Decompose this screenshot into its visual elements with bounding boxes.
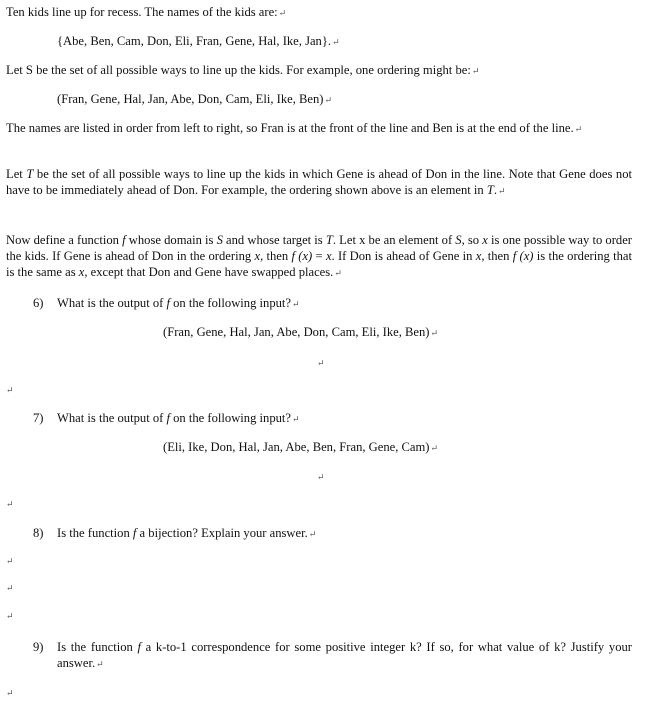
names-set: [57, 33, 340, 50]
paragraph-mark: ↵: [292, 299, 300, 309]
question-text: Is the function f a bijection? Explain your answer.↵: [57, 526, 317, 540]
intro-text: Ten kids line up for recess. The names of the kids are:: [6, 5, 278, 19]
question-number: 6): [33, 296, 44, 310]
paragraph-mark: ↵: [332, 37, 340, 47]
paragraph-mark: ↵: [317, 472, 325, 482]
paragraph-mark: ↵: [6, 499, 14, 509]
order-explanation-text: The names are listed in order from left to right, so Fran is at the front of the line and Ben is at the end of the line.: [6, 121, 574, 135]
example-ordering: [57, 91, 332, 108]
paragraph-mark: ↵: [6, 611, 14, 621]
paragraph-mark: ↵: [6, 583, 14, 593]
paragraph-mark: ↵: [292, 414, 300, 424]
s-definition-text: Let S be the set of all possible ways to line up the kids. For example, one ordering might be:: [6, 63, 471, 77]
s-definition: [6, 62, 632, 79]
example-ordering-text: (Fran, Gene, Hal, Jan, Abe, Don, Cam, Eli, Ike, Ben): [57, 92, 324, 106]
paragraph-mark: ↵: [498, 186, 506, 196]
paragraph-mark: ↵: [430, 443, 439, 453]
paragraph-mark: ↵: [471, 66, 480, 76]
paragraph-mark: ↵: [6, 688, 14, 698]
intro-paragraph: [6, 4, 632, 21]
question-number: 8): [33, 526, 44, 540]
paragraph-mark: ↵: [308, 529, 317, 539]
question-number: 9): [33, 640, 44, 654]
paragraph-mark: ↵: [324, 95, 333, 105]
paragraph-mark: ↵: [96, 659, 104, 669]
order-explanation: [6, 120, 632, 137]
paragraph-mark: ↵: [6, 556, 14, 566]
t-definition: Let T be the set of all possible ways to line up the kids in which Gene is ahead of Don in the line. Note that Gene does not have to be immediately ahead of Don. For example, the ordering shown above is an element in T.↵: [6, 167, 632, 197]
question-text: What is the output of f on the following input?↵: [57, 296, 300, 310]
question-text: Is the function f a k-to-1 correspondence for some positive integer k? If so, for what value of k? Justify your answer.↵: [57, 640, 632, 670]
question-input: (Fran, Gene, Hal, Jan, Abe, Don, Cam, Eli, Ike, Ben)↵: [163, 325, 439, 339]
question-text: What is the output of f on the following input?↵: [57, 411, 300, 425]
function-f-symbol: f: [122, 233, 126, 247]
question-number: 7): [33, 411, 44, 425]
paragraph-mark: ↵: [317, 358, 325, 368]
paragraph-mark: ↵: [278, 8, 287, 18]
question-input: (Eli, Ike, Don, Hal, Jan, Abe, Ben, Fran, Gene, Cam)↵: [163, 440, 439, 454]
set-t-symbol: T: [486, 183, 494, 197]
paragraph-mark: ↵: [6, 385, 14, 395]
paragraph-mark: ↵: [430, 328, 439, 338]
names-set-text: {Abe, Ben, Cam, Don, Eli, Fran, Gene, Hal, Ike, Jan}.: [57, 34, 332, 48]
paragraph-mark: ↵: [334, 268, 342, 278]
paragraph-mark: ↵: [574, 124, 583, 134]
function-definition: Now define a function f whose domain is S and whose target is T. Let x be an element of S, so x is one possible way to order the kids. If Gene is ahead of Don in the ordering x, then f (x) = x. If Don is ahead of Gene in x, then f (x) is the ordering that is the same as x, except that Don and Gene have swapped places.↵: [6, 233, 633, 279]
set-t-symbol: T: [26, 167, 34, 181]
